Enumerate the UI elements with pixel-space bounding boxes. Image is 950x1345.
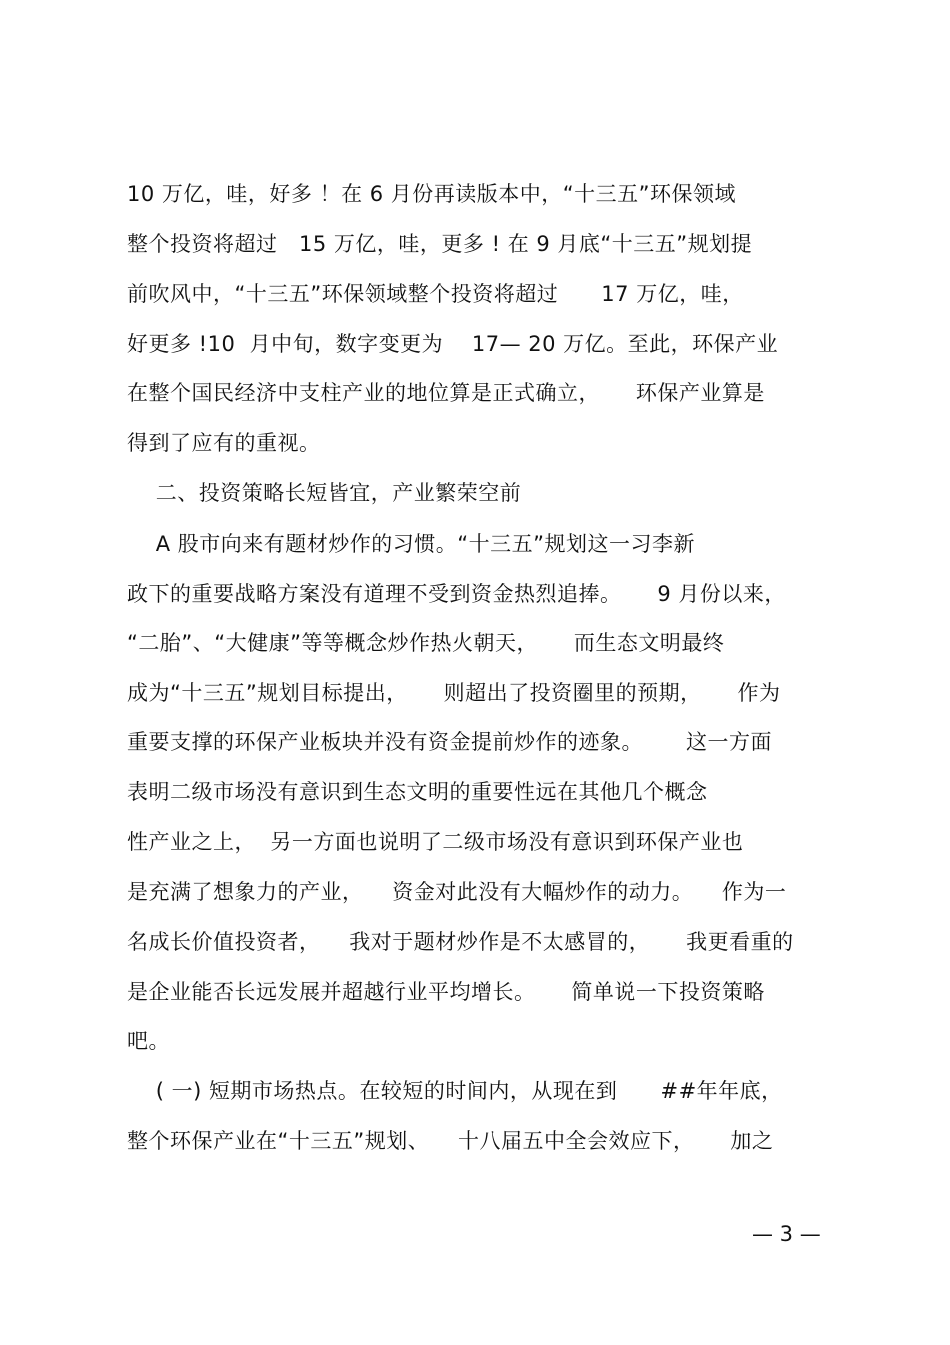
text-line: 吧。 (127, 1029, 170, 1053)
text-line: 好更多 !10 月中旬，数字变更为 17— 20 万亿。至此，环保产业 (127, 332, 779, 356)
text-line: 整个环保产业在“十三五”规划、 十八届五中全会效应下， 加之 (127, 1129, 774, 1153)
text-line: 在整个国民经济中支柱产业的地位算是正式确立， 环保产业算是 (127, 381, 765, 405)
text-line: “二胎”、“大健康”等等概念炒作热火朝天， 而生态文明最终 (127, 631, 725, 655)
text-line: 名成长价值投资者， 我对于题材炒作是不太感冒的， 我更看重的 (127, 930, 794, 954)
text-line: ( 一) 短期市场热点。在较短的时间内，从现在到 ##年年底， (127, 1079, 783, 1103)
text-line: 成为“十三五”规划目标提出， 则超出了投资圈里的预期， 作为 (127, 681, 781, 705)
text-line: 是充满了想象力的产业， 资金对此没有大幅炒作的动力。 作为一 (127, 880, 787, 904)
text-line: 得到了应有的重视。 (127, 431, 321, 455)
text-line: 10 万亿，哇，好多 ！在 6 月份再读版本中，“十三五”环保领域 (127, 182, 737, 206)
text-line: 政下的重要战略方案没有道理不受到资金热烈追捧。 9 月份以来， (127, 582, 786, 606)
text-line: A 股市向来有题材炒作的习惯。“十三五”规划这一习李新 (127, 532, 695, 556)
section-heading: 二、投资策略长短皆宜，产业繁荣空前 (127, 481, 522, 505)
page-number: — 3 — (752, 1222, 821, 1246)
text-line: 重要支撑的环保产业板块并没有资金提前炒作的迹象。 这一方面 (127, 730, 773, 754)
text-line: 前吹风中，“十三五”环保领域整个投资将超过 17 万亿，哇， (127, 282, 744, 306)
text-line: 性产业之上， 另一方面也说明了二级市场没有意识到环保产业也 (127, 830, 744, 854)
text-line: 整个投资将超过 15 万亿，哇，更多 ! 在 9 月底“十三五”规划提 (127, 232, 753, 256)
text-line: 表明二级市场没有意识到生态文明的重要性远在其他几个概念 (127, 780, 708, 804)
text-line: 是企业能否长远发展并超越行业平均增长。 简单说一下投资策略 (127, 980, 765, 1004)
